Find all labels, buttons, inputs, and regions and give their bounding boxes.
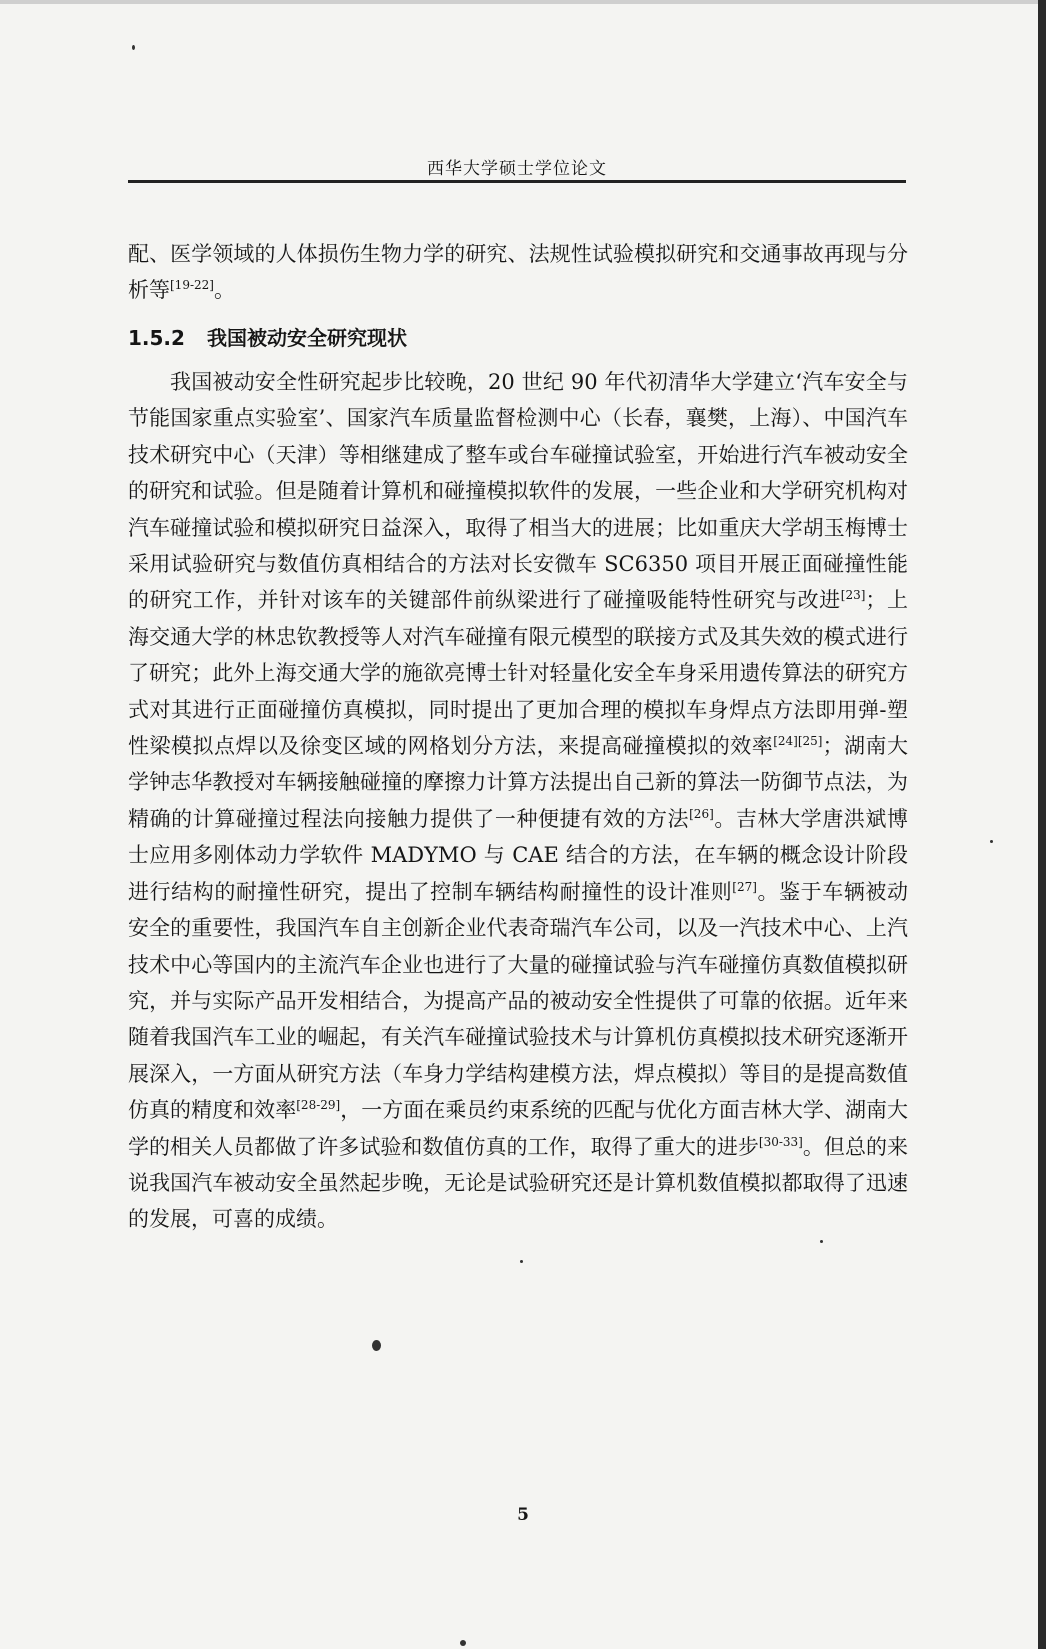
citation: [30-33] — [758, 1134, 803, 1149]
sentence: ；湖南大学钟志华教授对车辆接触碰撞的摩擦力计算方法提出自己新的算法一防御节点法，为精确的计算碰撞过程法向接触力提供了一种便捷有效的方法 — [128, 734, 909, 831]
section-heading — [128, 322, 407, 351]
scan-speck — [372, 1340, 381, 1351]
scan-speck — [132, 45, 135, 50]
citation: [26] — [689, 806, 714, 821]
citation: [19-22] — [170, 278, 214, 293]
body-paragraph — [128, 364, 908, 1238]
scan-speck — [990, 840, 993, 843]
scan-right-edge — [1038, 0, 1046, 1649]
scan-speck — [460, 1640, 466, 1646]
sentence: ，一方面在乘员约束系统的匹配与优化方面吉林大学、湖南大学的相关人员都做了许多试验和数值仿真的工作，取得了重大的进步 — [128, 1098, 909, 1159]
citation: [28-29] — [296, 1098, 341, 1113]
sentence: 。鉴于车辆被动安全的重要性，我国汽车自主创新企业代表奇瑞汽车公司，以及一汽技术中心、上汽技术中心等国内的主流汽车企业也进行了大量的碰撞试验与汽车碰撞仿真数值模拟研究，并与实际产品开发相结合，为提高产品的被动安全性提供了可靠的依据。近年来随着我国汽车工业的崛起，有关汽车碰撞试验技术与计算机仿真模拟技术研究逐渐开展深入，一方面从研究方法（车身力学结构建模方法，焊点模拟）等目的是提高数值仿真的精度和效率 — [128, 879, 909, 1123]
continued-paragraph — [128, 236, 908, 309]
section-number: 1.5.2 — [128, 326, 185, 350]
sentence: ；上海交通大学的林忠钦教授等人对汽车碰撞有限元模型的联接方式及其失效的模式进行了研究；此外上海交通大学的施欲亮博士针对轻量化安全车身采用遗传算法的研究方式对其进行正面碰撞仿真模拟，同时提出了更加合理的模拟车身焊点方法即用弹-塑性梁模拟点焊以及徐变区域的网格划分方法，来提高碰撞模拟的效率 — [128, 588, 909, 759]
sentence: 。但总的来说我国汽车被动安全虽然起步晚，无论是试验研究还是计算机数值模拟都取得了迅速的发展，可喜的成绩。 — [128, 1134, 909, 1232]
citation: [24][25] — [773, 734, 823, 749]
scan-speck — [820, 1240, 823, 1243]
scan-top-edge — [0, 0, 1046, 4]
sentence: 我国被动安全性研究起步比较晚，20 世纪 90 年代初清华大学建立‘汽车安全与节能国家重点实验室’、国家汽车质量监督检测中心（长春，襄樊，上海）、中国汽车技术研究中心（天津）等相继建成了整车或台车碰撞试验室，开始进行汽车被动安全的研究和试验。但是随着计算机和碰撞模拟软件的发展，一些企业和大学研究机构对汽车碰撞试验和模拟研究日益深入，取得了相当大的进展；比如重庆大学胡玉梅博士采用试验研究与数值仿真相结合的方法对长安微车 SC6350 项目开展正面碰撞性能的研究工作，并针对该车的关键部件前纵梁进行了碰撞吸能特性研究与改进 — [128, 370, 908, 613]
citation: [27] — [732, 879, 757, 894]
section-title: 我国被动安全研究现状 — [206, 326, 407, 350]
citation: [23] — [840, 588, 866, 603]
sentence: 。吉林大学唐洪斌博士应用多刚体动力学软件 MADYMO 与 CAE 结合的方法，在车辆的概念设计阶段进行结构的耐撞性研究，提出了控制车辆结构耐撞性的设计准则 — [128, 806, 909, 904]
scan-speck — [520, 1260, 523, 1263]
header-rule — [128, 180, 906, 183]
page-number: 5 — [517, 1505, 529, 1525]
running-header: 西华大学硕士学位论文 — [427, 159, 607, 179]
continued-text: 配、医学领域的人体损伤生物力学的研究、法规性试验模拟研究和交通事故再现与分析等 — [128, 242, 908, 303]
continued-end: 。 — [213, 278, 235, 303]
